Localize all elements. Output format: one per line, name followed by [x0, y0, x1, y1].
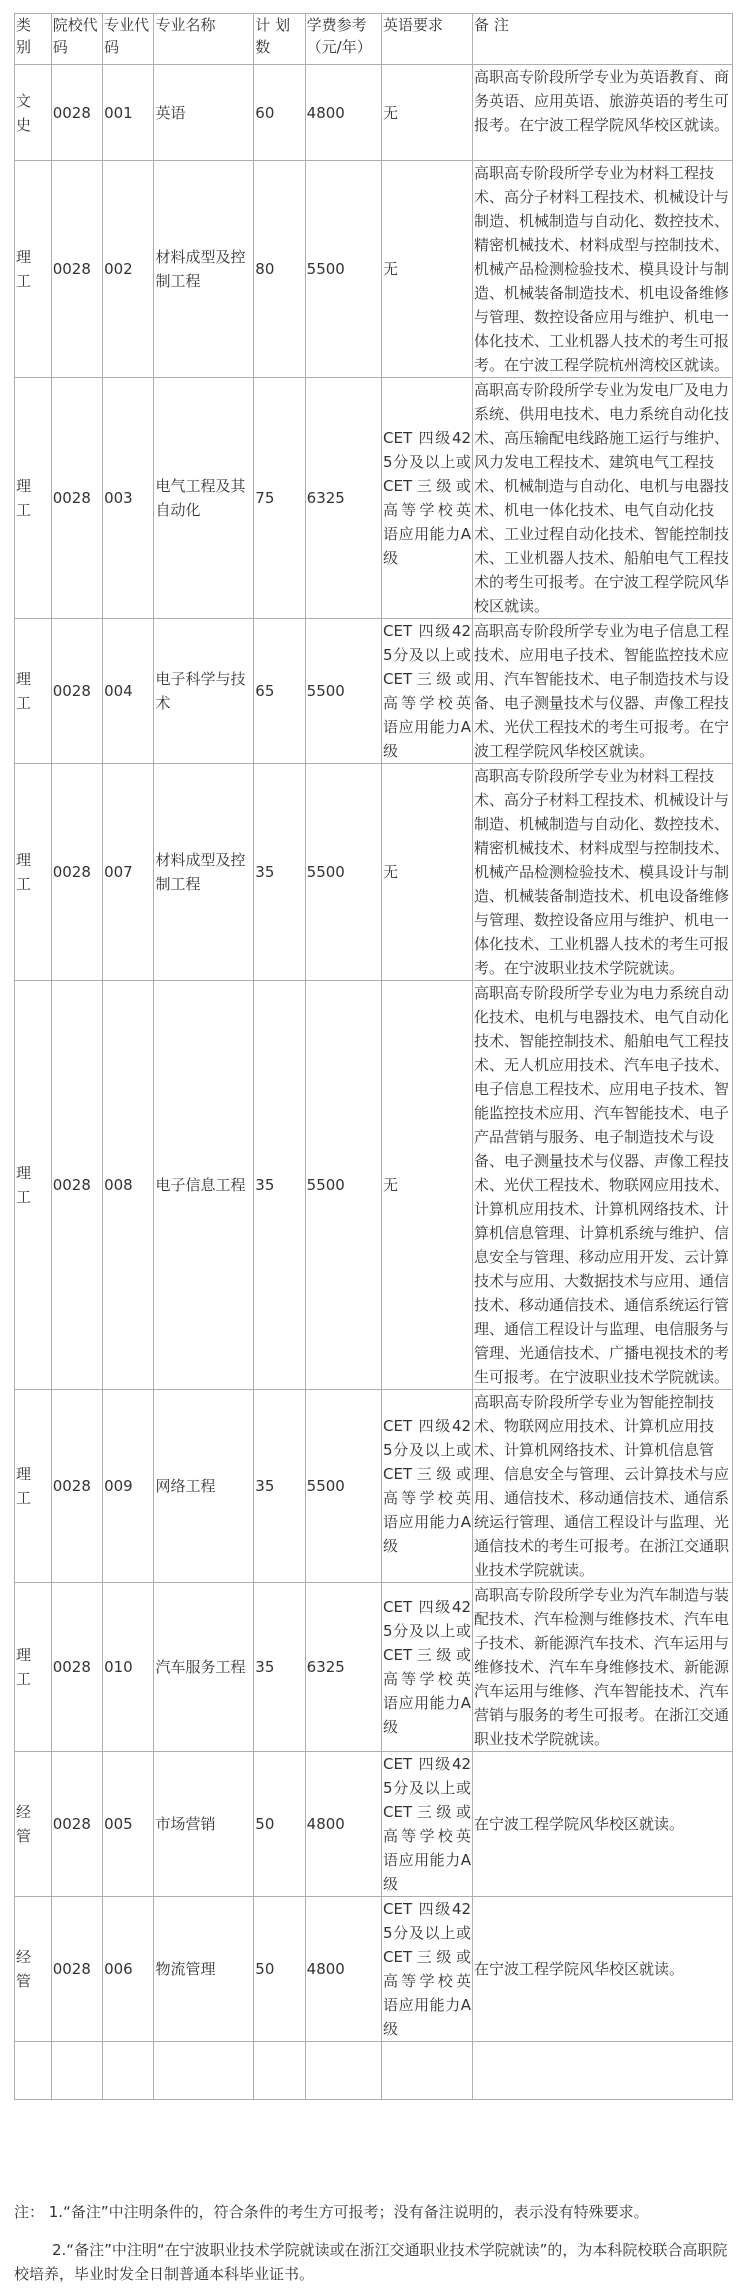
- cell-school-code: 0028: [51, 161, 102, 378]
- header-tuition: 学费参考（元/年）: [305, 14, 381, 65]
- cell-major-code: 001: [103, 65, 154, 161]
- cell-major-name: 物流管理: [154, 1897, 254, 2042]
- cell-note: 高职高专阶段所学专业为英语教育、商务英语、应用英语、旅游英语的考生可报考。在宁波工程学院风华校区就读。: [473, 65, 733, 161]
- table-row: [15, 1583, 733, 1752]
- cell-school-code: 0028: [51, 1897, 102, 2042]
- cell-major-code: 010: [103, 1583, 154, 1752]
- cell-english: CET 四级425分及以上或CET三级或高等学校英语应用能力A级: [382, 1897, 473, 2042]
- cell-category: 文 史: [15, 65, 52, 161]
- cell-english: CET 四级425分及以上或CET三级或高等学校英语应用能力A级: [382, 1390, 473, 1583]
- cell-note: 高职高专阶段所学专业为材料工程技术、高分子材料工程技术、机械设计与制造、机械制造与自动化、数控技术、精密机械技术、材料成型与控制技术、机械产品检测检验技术、模具设计与制造、机械装备制造技术、机电设备维修与管理、数控设备应用与维护、机电一体化技术、工业机器人技术的考生可报考。在宁波工程学院杭州湾校区就读。: [473, 161, 733, 378]
- cell-plan: 65: [254, 619, 305, 764]
- cell-tuition: 5500: [305, 1390, 381, 1583]
- cell-note: 高职高专阶段所学专业为电力系统自动化技术、电机与电器技术、电气自动化技术、智能控制技术、船舶电气工程技术、无人机应用技术、汽车电子技术、电子信息工程技术、应用电子技术、智能监控技术应用、汽车智能技术、电子产品营销与服务、电子制造技术与设备、电子测量技术与仪器、声像工程技术、光伏工程技术、物联网应用技术、计算机应用技术、计算机网络技术、计算机信息管理、计算机系统与维护、信息安全与管理、移动应用开发、云计算技术与应用、大数据技术与应用、通信技术、移动通信技术、通信系统运行管理、通信工程设计与监理、电信服务与管理、光通信技术、广播电视技术的考生可报考。在宁波职业技术学院就读。: [473, 981, 733, 1390]
- cell-major-name: 英语: [154, 65, 254, 161]
- cell-category: 理 工: [15, 378, 52, 619]
- footnote-1: 注： 1.“备注”中注明条件的，符合条件的考生方可报考；没有备注说明的，表示没有特殊要求。: [14, 2203, 649, 2221]
- table-row: [15, 1390, 733, 1583]
- cell-major-code: 007: [103, 764, 154, 981]
- cell-note: 高职高专阶段所学专业为材料工程技术、高分子材料工程技术、机械设计与制造、机械制造与自动化、数控技术、精密机械技术、材料成型与控制技术、机械产品检测检验技术、模具设计与制造、机械装备制造技术、机电设备维修与管理、数控设备应用与维护、机电一体化技术、工业机器人技术的考生可报考。在宁波职业技术学院就读。: [473, 764, 733, 981]
- cell-note: 在宁波工程学院风华校区就读。: [473, 1897, 733, 2042]
- table-row: [15, 1897, 733, 2042]
- table-row: [15, 378, 733, 619]
- table-row: [15, 161, 733, 378]
- cell-tuition: 5500: [305, 619, 381, 764]
- cell-note: 高职高专阶段所学专业为汽车制造与装配技术、汽车检测与维修技术、汽车电子技术、新能源汽车技术、汽车运用与维修技术、汽车车身维修技术、新能源汽车运用与维修、汽车智能技术、汽车营销与服务的考生可报考。在浙江交通职业技术学院就读。: [473, 1583, 733, 1752]
- cell-english: CET 四级425分及以上或CET三级或高等学校英语应用能力A级: [382, 378, 473, 619]
- cell-school-code: 0028: [51, 764, 102, 981]
- cell-category: 经 管: [15, 1897, 52, 2042]
- cell-note: 在宁波工程学院风华校区就读。: [473, 1752, 733, 1897]
- table-row: [15, 981, 733, 1390]
- cell-major-name: 电子科学与技术: [154, 619, 254, 764]
- cell-plan: 35: [254, 1583, 305, 1752]
- header-plan-count: 计 划数: [254, 14, 305, 65]
- cell-category: 理 工: [15, 161, 52, 378]
- header-english: 英语要求: [382, 14, 473, 65]
- cell-plan: 80: [254, 161, 305, 378]
- cell-tuition: 5500: [305, 764, 381, 981]
- cell-tuition: 5500: [305, 161, 381, 378]
- cell-category: 经 管: [15, 1752, 52, 1897]
- cell-category: 理 工: [15, 1390, 52, 1583]
- footnote-2: 2.“备注”中注明“在宁波职业技术学院就读或在浙江交通职业技术学院就读”的，为本科院校联合高职院校培养，毕业时发全日制普通本科毕业证书。: [14, 2241, 728, 2283]
- cell-major-code: 006: [103, 1897, 154, 2042]
- cell-school-code: 0028: [51, 378, 102, 619]
- cell-note: 高职高专阶段所学专业为电子信息工程技术、应用电子技术、智能监控技术应用、汽车智能技术、电子制造技术与设备、电子测量技术与仪器、声像工程技术、光伏工程技术的考生可报考。在宁波工程学院风华校区就读。: [473, 619, 733, 764]
- cell-tuition: 4800: [305, 1752, 381, 1897]
- cell-major-code: 008: [103, 981, 154, 1390]
- cell-school-code: 0028: [51, 1583, 102, 1752]
- cell-plan: 35: [254, 981, 305, 1390]
- cell-plan: 50: [254, 1752, 305, 1897]
- cell-plan: 35: [254, 1390, 305, 1583]
- cell-english: CET 四级425分及以上或CET三级或高等学校英语应用能力A级: [382, 1583, 473, 1752]
- cell-major-name: 市场营销: [154, 1752, 254, 1897]
- cell-plan: 60: [254, 65, 305, 161]
- cell-school-code: 0028: [51, 619, 102, 764]
- table-header-row: [15, 14, 733, 65]
- cell-category: 理 工: [15, 764, 52, 981]
- cell-english: CET 四级425分及以上或CET三级或高等学校英语应用能力A级: [382, 1752, 473, 1897]
- cell-tuition: 6325: [305, 378, 381, 619]
- header-major-code: 专业代码: [103, 14, 154, 65]
- table-row: [15, 619, 733, 764]
- table-row: [15, 764, 733, 981]
- cell-major-name: 网络工程: [154, 1390, 254, 1583]
- cell-english: 无: [382, 65, 473, 161]
- cell-school-code: 0028: [51, 981, 102, 1390]
- cell-category: 理 工: [15, 1583, 52, 1752]
- cell-english: 无: [382, 764, 473, 981]
- admission-table: [14, 13, 733, 2100]
- header-school-code: 院校代码: [51, 14, 102, 65]
- cell-english: 无: [382, 161, 473, 378]
- header-major-name: 专业名称: [154, 14, 254, 65]
- cell-major-name: 材料成型及控制工程: [154, 764, 254, 981]
- cell-major-code: 009: [103, 1390, 154, 1583]
- cell-plan: 75: [254, 378, 305, 619]
- cell-tuition: 4800: [305, 1897, 381, 2042]
- cell-category: 理 工: [15, 981, 52, 1390]
- header-category: 类 别: [15, 14, 52, 65]
- cell-major-code: 005: [103, 1752, 154, 1897]
- cell-english: CET 四级425分及以上或CET三级或高等学校英语应用能力A级: [382, 619, 473, 764]
- cell-major-name: 电气工程及其自动化: [154, 378, 254, 619]
- cell-tuition: 5500: [305, 981, 381, 1390]
- cell-note: 高职高专阶段所学专业为发电厂及电力系统、供用电技术、电力系统自动化技术、高压输配电线路施工运行与维护、风力发电工程技术、建筑电气工程技术、机械制造与自动化、电机与电器技术、机电一体化技术、电气自动化技术、工业过程自动化技术、智能控制技术、工业机器人技术、船舶电气工程技术的考生可报考。在宁波工程学院风华校区就读。: [473, 378, 733, 619]
- cell-english: 无: [382, 981, 473, 1390]
- cell-major-name: 汽车服务工程: [154, 1583, 254, 1752]
- cell-school-code: 0028: [51, 1390, 102, 1583]
- cell-school-code: 0028: [51, 1752, 102, 1897]
- cell-category: 理 工: [15, 619, 52, 764]
- header-note: 备 注: [473, 14, 733, 65]
- cell-major-name: 材料成型及控制工程: [154, 161, 254, 378]
- admission-table-container: [14, 13, 733, 2100]
- cell-plan: 35: [254, 764, 305, 981]
- cell-tuition: 6325: [305, 1583, 381, 1752]
- cell-tuition: 4800: [305, 65, 381, 161]
- cell-major-code: 002: [103, 161, 154, 378]
- table-row: [15, 1752, 733, 1897]
- cell-major-name: 电子信息工程: [154, 981, 254, 1390]
- cell-plan: 50: [254, 1897, 305, 2042]
- table-row: [15, 65, 733, 161]
- cell-major-code: 004: [103, 619, 154, 764]
- cell-note: 高职高专阶段所学专业为智能控制技术、物联网应用技术、计算机应用技术、计算机网络技术、计算机信息管理、信息安全与管理、云计算技术与应用、通信技术、移动通信技术、通信系统运行管理、通信工程设计与监理、光通信技术的考生可报考。在浙江交通职业技术学院就读。: [473, 1390, 733, 1583]
- cell-major-code: 003: [103, 378, 154, 619]
- table-empty-row: [15, 2042, 733, 2100]
- cell-school-code: 0028: [51, 65, 102, 161]
